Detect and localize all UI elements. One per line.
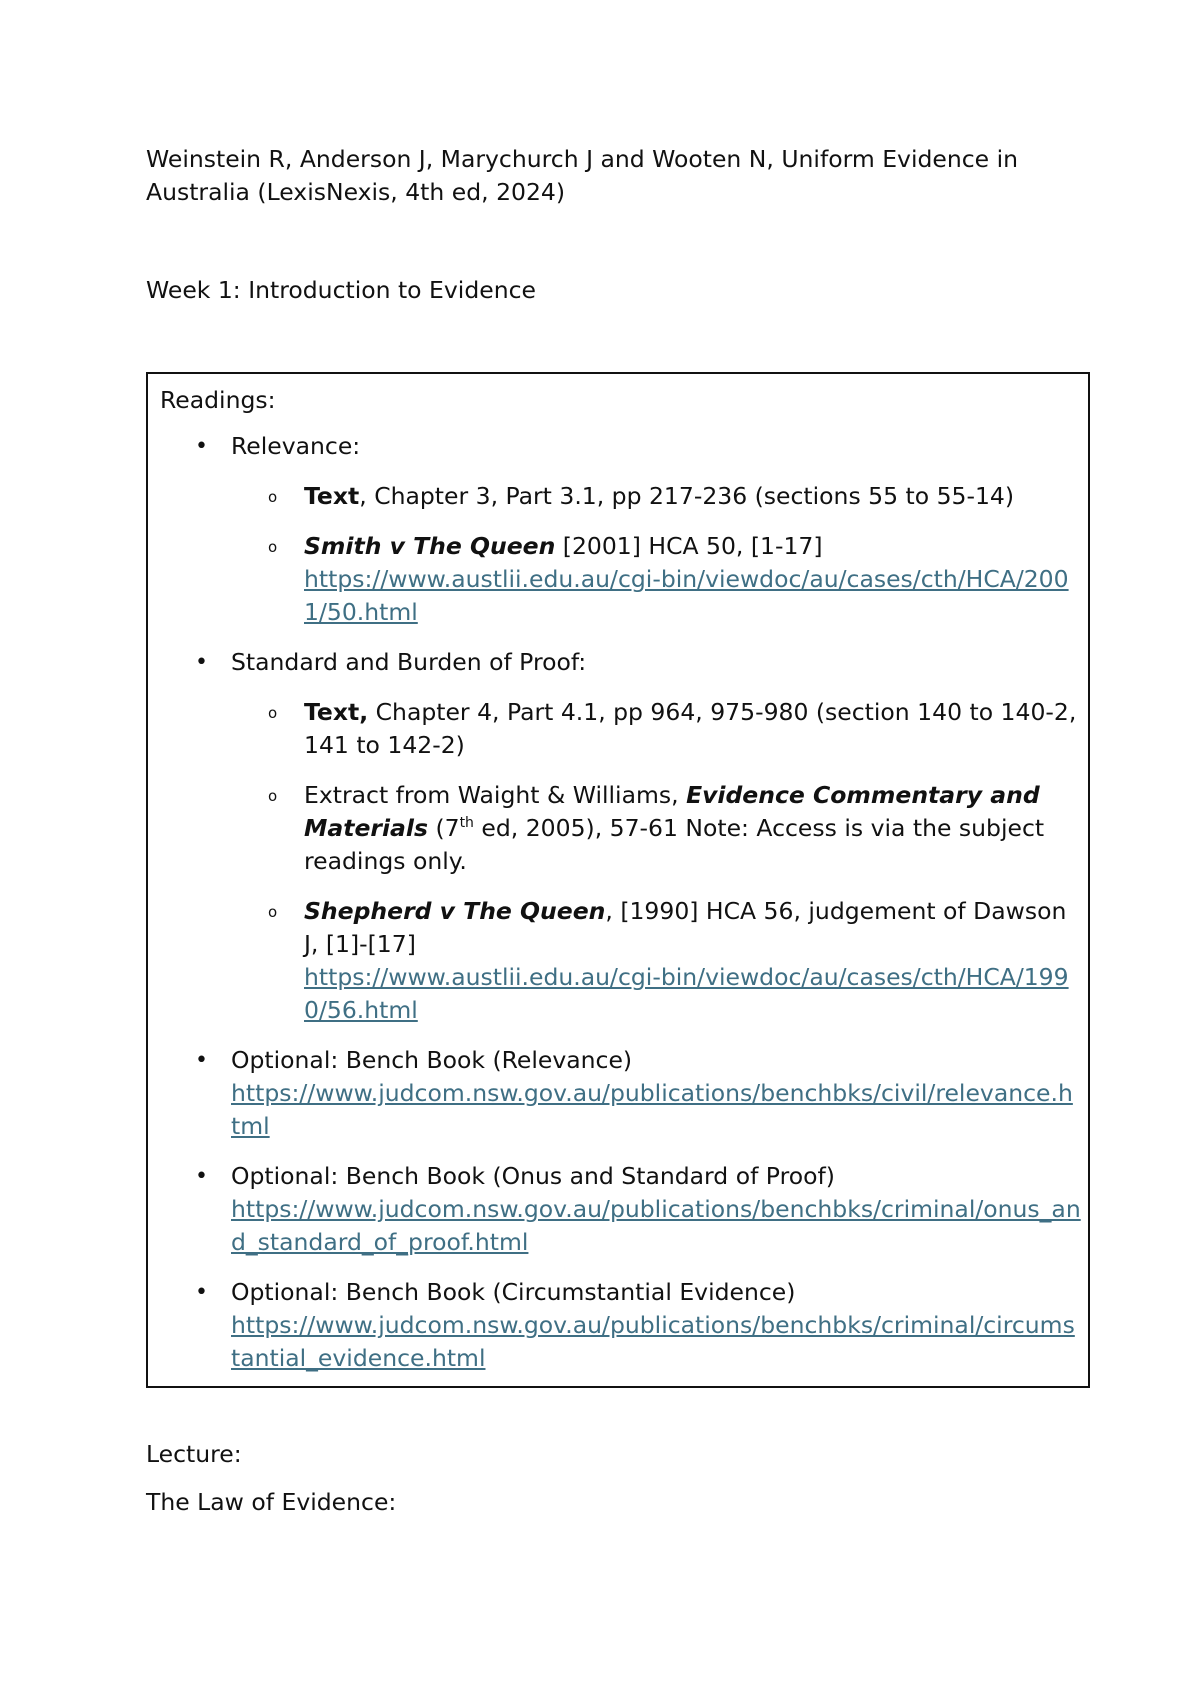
benchbook-relevance-link[interactable]: https://www.judcom.nsw.gov.au/publications/benchbks/civil/relevance.html (231, 1079, 1073, 1140)
extract-note: ed, 2005), 57-61 Note: Access is via the subject readings only. (304, 814, 1045, 875)
sub-item-smith (268, 530, 1084, 629)
readings-box (146, 372, 1090, 1388)
bullet-icon: • (195, 434, 208, 459)
extract-title: Evidence Commentary and Materials (304, 781, 1040, 842)
optional-label: Optional: Bench Book (Relevance) (231, 1046, 633, 1074)
list-item-optional-onus (195, 1160, 1081, 1259)
optional-label: Optional: Bench Book (Onus and Standard of Proof) (231, 1162, 835, 1190)
bullet-icon: • (195, 650, 208, 675)
sub-item-relevance-text (268, 480, 1084, 513)
standard-label: Standard and Burden of Proof: (231, 648, 587, 676)
lecture-label: Lecture: (146, 1440, 242, 1468)
shepherd-case-name: Shepherd v The Queen (304, 897, 606, 925)
sub-item-standard-text (268, 696, 1084, 762)
list-item-optional-circumstantial (195, 1276, 1081, 1375)
bullet-icon: • (195, 1280, 208, 1305)
shepherd-link[interactable]: https://www.austlii.edu.au/cgi-bin/viewdoc/au/cases/cth/HCA/1990/56.html (304, 963, 1069, 1024)
relevance-label: Relevance: (231, 432, 361, 460)
circle-bullet-icon: o (268, 787, 278, 805)
circle-bullet-icon: o (268, 538, 278, 556)
extract-edition: (7 (427, 814, 460, 842)
bullet-icon: • (195, 1048, 208, 1073)
list-item-optional-relevance (195, 1044, 1081, 1143)
relevance-text-details: , Chapter 3, Part 3.1, pp 217-236 (sections 55 to 55-14) (359, 482, 1015, 510)
circle-bullet-icon: o (268, 704, 278, 722)
extract-intro: Extract from Waight & Williams, (304, 781, 687, 809)
sub-item-shepherd (268, 895, 1084, 1027)
text-label: Text (304, 482, 360, 510)
smith-link[interactable]: https://www.austlii.edu.au/cgi-bin/viewdoc/au/cases/cth/HCA/2001/50.html (304, 565, 1069, 626)
circle-bullet-icon: o (268, 488, 278, 506)
smith-citation: [2001] HCA 50, [1-17] (555, 532, 823, 560)
textbook-reference: Weinstein R, Anderson J, Marychurch J and Wooten N, Uniform Evidence in Australia (LexisNexis, 4th ed, 2024) (146, 145, 1019, 206)
list-item-relevance (195, 430, 1081, 463)
readings-title: Readings: (160, 386, 276, 414)
week-heading: Week 1: Introduction to Evidence (146, 276, 536, 304)
standard-text-details: Chapter 4, Part 4.1, pp 964, 975-980 (section 140 to 140-2, 141 to 142-2) (304, 698, 1077, 759)
smith-case-name: Smith v The Queen (304, 532, 556, 560)
circle-bullet-icon: o (268, 903, 278, 921)
law-of-evidence-heading: The Law of Evidence: (146, 1488, 397, 1516)
benchbook-circumstantial-link[interactable]: https://www.judcom.nsw.gov.au/publications/benchbks/criminal/circumstantial_evidence.html (231, 1311, 1075, 1372)
text-label: Text, (304, 698, 369, 726)
shepherd-citation: , [1990] HCA 56, judgement of Dawson J, [1]-[17] (304, 897, 1067, 958)
benchbook-onus-link[interactable]: https://www.judcom.nsw.gov.au/publications/benchbks/criminal/onus_and_standard_of_proof.html (231, 1195, 1081, 1256)
optional-label: Optional: Bench Book (Circumstantial Evidence) (231, 1278, 796, 1306)
list-item-standard (195, 646, 1081, 679)
sub-item-extract (268, 779, 1084, 878)
bullet-icon: • (195, 1164, 208, 1189)
extract-edition-sup: th (459, 815, 474, 832)
